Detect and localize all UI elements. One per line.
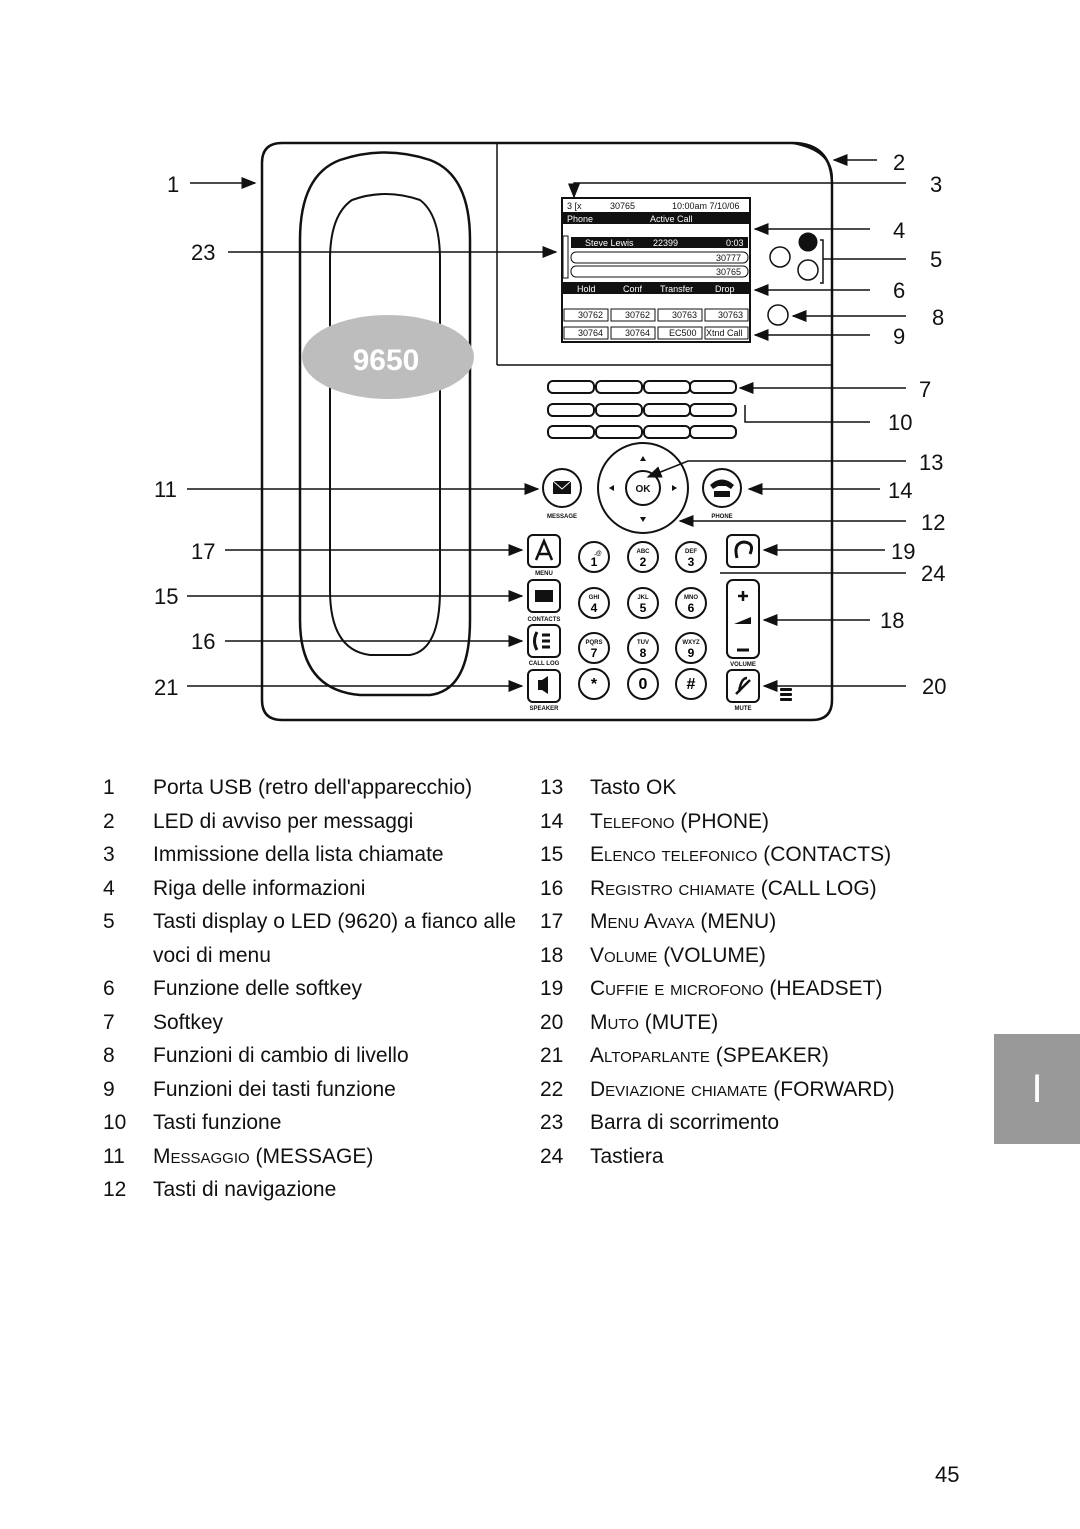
svg-text:Transfer: Transfer — [660, 284, 694, 294]
legend-item — [103, 1173, 523, 1207]
callout-19: 19 — [891, 539, 916, 564]
keypad-key — [579, 633, 609, 663]
legend-number: 21 — [540, 1044, 564, 1067]
keypad-letters: PQRS — [585, 640, 603, 646]
call-log-button — [528, 625, 560, 667]
keypad-letters: MNO — [684, 595, 698, 601]
keypad-key — [628, 542, 658, 572]
keypad-digit: 9 — [687, 646, 695, 660]
svg-text:MUTE: MUTE — [734, 706, 752, 712]
legend-text: Tastiera — [590, 1144, 664, 1168]
headset-button — [727, 535, 759, 567]
keypad-digit: 4 — [590, 601, 598, 615]
legend-text: Softkey — [153, 1010, 224, 1034]
keypad-key — [676, 633, 706, 663]
legend-text: Telefono (PHONE) — [590, 809, 770, 833]
line-button-1 — [799, 233, 817, 251]
callout-1: 1 — [167, 172, 180, 197]
svg-text:CALL LOG: CALL LOG — [528, 661, 560, 667]
svg-text:Drop: Drop — [715, 284, 735, 294]
legend-text: Funzioni di cambio di livello — [153, 1044, 409, 1067]
legend-number: 11 — [103, 1144, 125, 1168]
legend-item — [103, 1140, 523, 1174]
legend-item — [540, 1073, 970, 1107]
callout-15: 15 — [154, 584, 179, 609]
legend-item — [103, 1039, 523, 1073]
legend-item — [540, 1140, 970, 1174]
callout-4: 4 — [893, 218, 906, 243]
keypad-digit: # — [686, 676, 696, 693]
legend-item — [103, 1006, 523, 1040]
legend-number: 24 — [540, 1144, 564, 1168]
legend-text: Tasti display o LED (9620) a fianco alle voci di menu — [153, 910, 517, 967]
svg-text:EC500: EC500 — [669, 328, 697, 338]
svg-text:Steve Lewis: Steve Lewis — [585, 238, 634, 248]
callout-17: 17 — [191, 539, 216, 564]
legend-right — [540, 771, 970, 1173]
legend-text: Immissione della lista chiamate — [153, 843, 444, 866]
svg-text:OK: OK — [635, 484, 651, 495]
callout-11: 11 — [154, 477, 177, 502]
svg-text:Conf: Conf — [623, 284, 643, 294]
line-button-2 — [770, 247, 790, 267]
legend-number: 9 — [103, 1077, 115, 1101]
svg-text:MESSAGE: MESSAGE — [546, 514, 578, 520]
legend-text: Cuffie e microfono (HEADSET) — [590, 977, 883, 1000]
keypad-digit: * — [590, 676, 598, 693]
svg-text:30763: 30763 — [672, 310, 698, 320]
legend-item — [540, 905, 970, 939]
display-screen — [562, 198, 750, 342]
keypad-letters: DEF — [685, 549, 697, 555]
legend-item — [540, 972, 970, 1006]
legend-item — [103, 1106, 523, 1140]
callout-18: 18 — [880, 608, 905, 633]
svg-text:Xtnd Call: Xtnd Call — [706, 328, 743, 338]
keypad-digit: 1 — [590, 555, 598, 569]
legend-number: 18 — [540, 943, 564, 967]
legend-number: 1 — [103, 776, 115, 799]
volume-control — [727, 580, 759, 668]
legend-number: 3 — [103, 843, 115, 866]
keypad-letters: ABC — [636, 549, 650, 555]
legend-item — [540, 1106, 970, 1140]
svg-text:30762: 30762 — [578, 310, 604, 320]
legend-number: 12 — [103, 1178, 127, 1201]
svg-text:30762: 30762 — [625, 310, 651, 320]
callout-6: 6 — [893, 278, 906, 303]
callout-20: 20 — [922, 674, 947, 699]
legend-text: Porta USB (retro dell'apparecchio) — [153, 776, 473, 799]
callout-7: 7 — [919, 377, 932, 402]
legend-text: Barra di scorrimento — [590, 1111, 780, 1134]
legend-item — [540, 771, 970, 805]
legend-item — [103, 972, 523, 1006]
legend-item — [103, 872, 523, 906]
legend-number: 8 — [103, 1044, 115, 1067]
keypad-digit: 2 — [639, 555, 647, 569]
legend-text: Deviazione chiamate (FORWARD) — [590, 1077, 895, 1101]
svg-text:22399: 22399 — [653, 238, 679, 248]
legend-text: LED di avviso per messaggi — [153, 809, 414, 833]
legend-number: 22 — [540, 1077, 564, 1101]
keypad-key — [579, 588, 609, 618]
callout-14: 14 — [888, 478, 913, 503]
callout-16: 16 — [191, 629, 216, 654]
legend-text: Menu Avaya (MENU) — [590, 910, 777, 933]
phone-diagram — [0, 0, 1080, 760]
keypad-digit: 8 — [639, 646, 647, 660]
keypad-key — [628, 633, 658, 663]
legend-number: 20 — [540, 1010, 564, 1034]
legend-number: 23 — [540, 1111, 564, 1134]
svg-text:Active Call: Active Call — [650, 214, 693, 224]
callout-2: 2 — [893, 150, 906, 175]
feature-keys — [548, 381, 736, 438]
keypad-digit: 5 — [639, 601, 647, 615]
page-number: 45 — [935, 1462, 960, 1487]
callout-9: 9 — [893, 324, 906, 349]
keypad-digit: 3 — [687, 555, 695, 569]
svg-text:3 [x: 3 [x — [567, 201, 582, 211]
legend-item — [540, 838, 970, 872]
legend-text: Volume (VOLUME) — [590, 943, 766, 967]
legend-text: Elenco telefonico (CONTACTS) — [590, 843, 892, 866]
callout-8: 8 — [932, 305, 945, 330]
legend-item — [103, 905, 523, 972]
legend-left — [103, 771, 523, 1207]
legend-number: 17 — [540, 910, 564, 933]
legend-text: Funzioni dei tasti funzione — [153, 1077, 396, 1101]
legend-text: Registro chiamate (CALL LOG) — [590, 876, 877, 900]
legend-item — [540, 805, 970, 839]
svg-text:PHONE: PHONE — [711, 514, 733, 520]
callout-5: 5 — [930, 247, 943, 272]
keypad-key — [676, 669, 706, 699]
legend-item — [540, 1006, 970, 1040]
svg-text:30765: 30765 — [716, 267, 742, 277]
legend-text: Messaggio (MESSAGE) — [153, 1144, 374, 1168]
keypad-letters: TUV — [637, 640, 649, 646]
keypad-extra: .@ — [594, 551, 602, 557]
navigation-cluster — [598, 443, 688, 533]
callout-24: 24 — [921, 561, 946, 586]
speaker-button — [528, 670, 560, 712]
section-tab — [994, 1034, 1080, 1144]
legend-item — [540, 939, 970, 973]
legend-number: 15 — [540, 843, 564, 866]
callout-21: 21 — [154, 675, 179, 700]
legend-text: Tasti funzione — [153, 1111, 282, 1134]
keypad-key — [579, 669, 609, 699]
callout-3: 3 — [930, 172, 943, 197]
keypad-key — [676, 588, 706, 618]
svg-text:10:00am 7/10/06: 10:00am 7/10/06 — [672, 201, 740, 211]
keypad-key — [676, 542, 706, 572]
legend-text: Altoparlante (SPEAKER) — [590, 1044, 829, 1067]
section-tab-letter: I — [1031, 1066, 1043, 1111]
legend-item — [103, 771, 523, 805]
legend-item — [103, 1073, 523, 1107]
svg-text:30765: 30765 — [610, 201, 636, 211]
callout-13: 13 — [919, 450, 944, 475]
keypad-letters: JKL — [637, 595, 649, 601]
legend-text: Riga delle informazioni — [153, 876, 366, 900]
svg-text:30764: 30764 — [578, 328, 604, 338]
svg-text:VOLUME: VOLUME — [730, 662, 756, 668]
callout-12: 12 — [921, 510, 946, 535]
keypad-letters: WXYZ — [682, 640, 700, 646]
keypad-digit: 6 — [687, 601, 695, 615]
legend-number: 2 — [103, 809, 115, 833]
legend-number: 5 — [103, 910, 115, 933]
model-label: 9650 — [352, 344, 420, 377]
legend-item — [540, 1039, 970, 1073]
keypad-key — [579, 542, 609, 572]
svg-text:MENU: MENU — [535, 571, 553, 577]
legend-item — [103, 838, 523, 872]
keypad-digit: 0 — [638, 676, 648, 693]
legend-number: 6 — [103, 977, 115, 1000]
legend-number: 4 — [103, 876, 115, 900]
callout-23: 23 — [191, 240, 216, 265]
legend-number: 19 — [540, 977, 564, 1000]
line-button-3 — [798, 260, 818, 280]
page-button — [768, 305, 788, 325]
legend-item — [540, 872, 970, 906]
legend-number: 10 — [103, 1111, 127, 1134]
legend-number: 14 — [540, 809, 564, 833]
legend-text: Funzione delle softkey — [153, 977, 362, 1000]
legend-text: Muto (MUTE) — [590, 1010, 719, 1034]
svg-text:0:03: 0:03 — [726, 238, 744, 248]
speaker-grille — [780, 688, 792, 701]
legend-number: 13 — [540, 776, 564, 799]
legend-number: 7 — [103, 1010, 115, 1034]
keypad-key — [628, 588, 658, 618]
svg-text:30764: 30764 — [625, 328, 651, 338]
keypad-key — [628, 669, 658, 699]
svg-text:30777: 30777 — [716, 253, 742, 263]
svg-text:Phone: Phone — [567, 214, 594, 224]
legend-item — [103, 805, 523, 839]
handset — [300, 153, 474, 696]
svg-text:SPEAKER: SPEAKER — [529, 706, 559, 712]
keypad-letters: GHI — [588, 595, 600, 601]
callout-10: 10 — [888, 410, 913, 435]
keypad-digit: 7 — [590, 646, 598, 660]
svg-text:CONTACTS: CONTACTS — [527, 617, 561, 623]
contacts-button — [528, 580, 561, 623]
svg-text:Hold: Hold — [577, 284, 596, 294]
legend-number: 16 — [540, 876, 564, 900]
svg-text:30763: 30763 — [718, 310, 744, 320]
legend-text: Tasti di navigazione — [153, 1178, 337, 1201]
legend-text: Tasto OK — [590, 776, 677, 799]
